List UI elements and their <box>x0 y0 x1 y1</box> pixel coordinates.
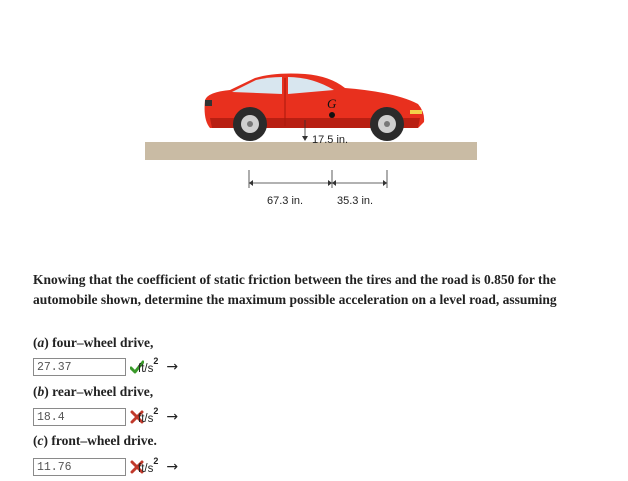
part-b-unit: $ft/s^2$ <box>138 406 159 425</box>
arrow-right-icon: → <box>166 359 179 375</box>
car-illustration <box>205 74 425 142</box>
part-c-answer-row <box>33 458 178 476</box>
part-c-label: (c) front–wheel drive. <box>33 433 157 448</box>
arrow-right-icon: → <box>166 409 179 425</box>
part-b-label: (b) rear–wheel drive, <box>33 384 154 399</box>
center-of-gravity-marker <box>329 112 335 118</box>
automobile-figure <box>0 0 628 215</box>
rear-distance-label: 35.3 in. <box>337 195 374 207</box>
part-a-answer-input[interactable] <box>33 358 126 376</box>
height-dimension-label: 17.5 in. <box>312 134 349 146</box>
part-c-answer-input[interactable] <box>33 458 126 476</box>
part-a-answer-row <box>33 358 178 376</box>
center-of-gravity-label: G <box>327 96 337 111</box>
part-a-label: (a) four–wheel drive, <box>33 335 154 350</box>
road-surface <box>145 142 477 160</box>
arrow-right-icon: → <box>166 459 179 475</box>
part-a-unit: $ft/s^2$ <box>138 356 159 375</box>
front-distance-label: 67.3 in. <box>267 195 304 207</box>
part-b-answer-input[interactable] <box>33 408 126 426</box>
problem-statement: Knowing that the coefficient of static friction between the tires and the road is 0.850 for the automobile shown, determine the maximum possible acceleration on a level road, assuming <box>33 272 557 307</box>
part-b-answer-row <box>33 408 178 426</box>
part-c-unit: $ft/s^2$ <box>138 456 159 475</box>
